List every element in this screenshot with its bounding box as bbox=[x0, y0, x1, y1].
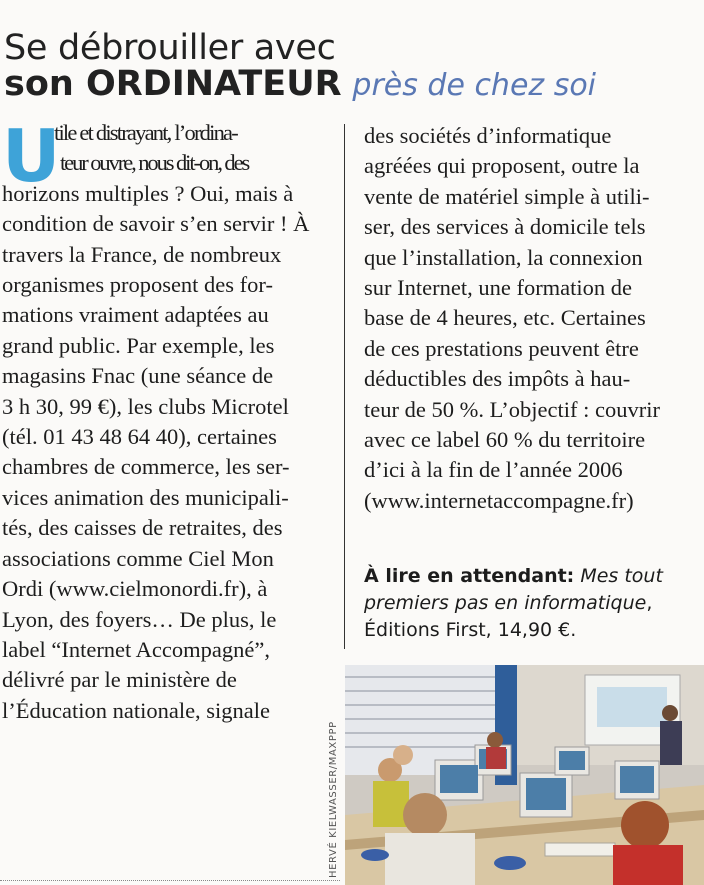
text-line: mations vraiment adaptées au bbox=[2, 302, 269, 328]
text-line: label “Internet Accompagné”, bbox=[2, 636, 270, 662]
text-line: travers la France, de nombreux bbox=[2, 241, 282, 267]
column-divider bbox=[344, 124, 345, 649]
text-line: associations comme Ciel Mon bbox=[2, 545, 274, 571]
text-line: chambres de commerce, les ser- bbox=[2, 454, 290, 480]
text-line: vices animation des municipali- bbox=[2, 484, 289, 510]
text-line: vente de matériel simple à utili- bbox=[364, 183, 650, 209]
text-line: délivré par le ministère de bbox=[2, 667, 237, 693]
text-line: base de 4 heures, etc. Certaines bbox=[364, 305, 646, 331]
article-title bbox=[4, 30, 694, 104]
text-line: de ces prestations peuvent être bbox=[364, 335, 639, 361]
text-line: déductibles des impôts à hau- bbox=[364, 366, 631, 392]
text-line: ser, des services à domicile tels bbox=[364, 214, 646, 240]
text-line: l’Éducation nationale, signale bbox=[2, 697, 271, 723]
text-line: que l’installation, la connexion bbox=[364, 244, 643, 270]
column-left bbox=[2, 114, 326, 726]
text-line: (tél. 01 43 48 64 40), certaines bbox=[2, 424, 277, 450]
aside-publisher: , Éditions First, 14,90 €. bbox=[364, 592, 653, 641]
aside-book-title-1: Mes tout bbox=[580, 565, 663, 587]
text-line: 3 h 30, 99 €), les clubs Microtel bbox=[2, 393, 289, 419]
reading-suggestion bbox=[364, 563, 704, 644]
classroom-illustration bbox=[345, 665, 704, 885]
title-bold: son ORDINATEUR bbox=[4, 64, 342, 104]
text-line: sur Internet, une formation de bbox=[364, 275, 633, 301]
title-line-1: Se débrouiller avec bbox=[4, 28, 336, 68]
text-line: organismes proposent des for- bbox=[2, 272, 273, 298]
text-line: condition de savoir s’en servir ! À bbox=[2, 211, 310, 237]
classroom-photo bbox=[345, 665, 704, 885]
text-line: Lyon, des foyers… De plus, le bbox=[2, 606, 277, 632]
text-line: grand public. Par exemple, les bbox=[2, 332, 275, 358]
text-line: horizons multiples ? Oui, mais à bbox=[2, 180, 294, 206]
aside-heading: À lire en attendant: bbox=[364, 565, 575, 587]
text-line: tile et distrayant, l’ordina- bbox=[54, 120, 237, 145]
text-line: tés, des caisses de retraites, des bbox=[2, 515, 283, 541]
text-line: teur de 50 %. L’objectif : couvrir bbox=[364, 396, 660, 422]
text-line: Ordi (www.cielmonordi.fr), à bbox=[2, 576, 268, 602]
text-line: des sociétés d’informatique bbox=[364, 123, 612, 148]
text-line: avec ce label 60 % du territoire bbox=[364, 427, 646, 453]
column-right bbox=[364, 121, 694, 516]
title-line-2 bbox=[4, 66, 694, 104]
bottom-dotted-rule bbox=[0, 880, 340, 881]
photo-credit: HERVÉ KIELWASSER/MAXPPP bbox=[328, 721, 339, 878]
title-subtitle: près de chez soi bbox=[352, 68, 597, 103]
aside-book-title-2: premiers pas en informatique bbox=[364, 592, 647, 614]
text-line: (www.internetaccompagne.fr) bbox=[364, 487, 634, 513]
text-line: teur ouvre, nous dit-on, des bbox=[60, 150, 249, 176]
text-line: magasins Fnac (une séance de bbox=[2, 363, 274, 389]
text-line: d’ici à la fin de l’année 2006 bbox=[364, 457, 623, 483]
drop-cap: U bbox=[2, 114, 61, 198]
text-line: agréées qui proposent, outre la bbox=[364, 153, 640, 179]
